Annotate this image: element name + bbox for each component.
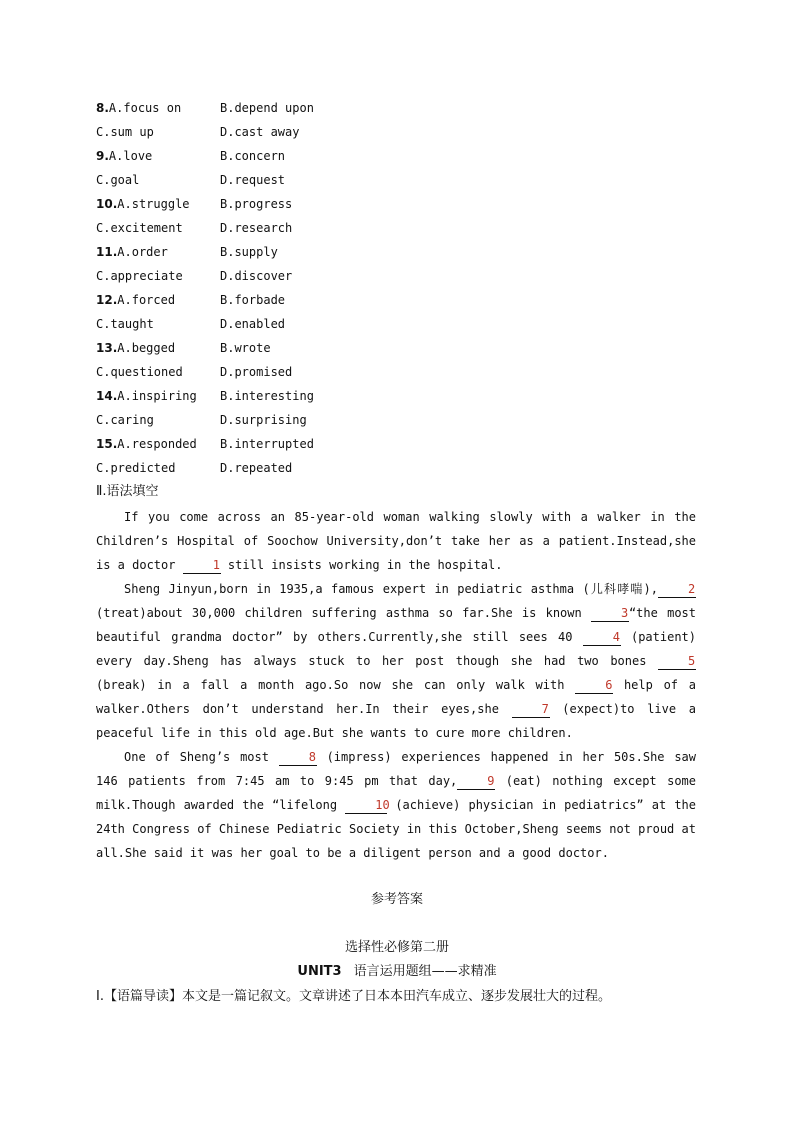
unit-subtitle: 语言运用题组——求精准 bbox=[353, 964, 497, 979]
answers-title: 参考答案 bbox=[370, 892, 423, 907]
answer-line: Ⅰ.【语篇导读】本文是一篇记叙文。文章讲述了日本本田汽车成立、逐步发展壮大的过程。 bbox=[96, 989, 611, 1004]
question-number: 9. bbox=[96, 149, 109, 163]
grammar-passage bbox=[96, 505, 696, 865]
question-number: 10. bbox=[96, 197, 118, 211]
blank-9: 9 bbox=[457, 773, 495, 790]
passage-paragraph: One of Sheng’s most 8 (impress) experiences happened in her 50s.She saw 146 patients from 7:45 am to 9:45 pm that day, 9 (eat) nothing except some milk.Though awarded the “lifelong 10 (achieve) physician in pediatrics” at the 24th Congress of Chinese Pediatric Society in this October,Sheng seems not proud at all.She said it was her goal to be a diligent person and a good doctor. bbox=[96, 750, 697, 860]
option-a: 9.A.love bbox=[96, 149, 153, 163]
option-b: B.supply bbox=[220, 245, 278, 259]
reading-guide-tag: 【语篇导读】 bbox=[103, 989, 182, 1004]
passage-paragraph: Sheng Jinyun,born in 1935,a famous expert in pediatric asthma (儿科哮喘), 2 (treat)about 30,000 children suffering asthma so far.She is known 3“the most beautiful grandma doctor” by others.Currently,she still sees 40 4 (patient) every day.Sheng has always stuck to her post though she had two bones 5 (break) in a fall a month ago.So now she can only walk with 6 help of a walker.Others don’t understand her.In their eyes,she 7 (expect)to live a peaceful life in this old age.But she wants to cure more children. bbox=[96, 582, 697, 740]
book-title: 选择性必修第二册 bbox=[344, 940, 449, 955]
option-d: D.promised bbox=[220, 365, 293, 379]
blank-8: 8 bbox=[279, 749, 317, 766]
option-a: 13.A.begged bbox=[96, 341, 176, 355]
blank-1: 1 bbox=[183, 557, 221, 574]
blank-4: 4 bbox=[583, 629, 621, 646]
question-number: 15. bbox=[96, 437, 118, 451]
option-d: D.cast away bbox=[220, 125, 300, 139]
option-c: C.caring bbox=[96, 413, 154, 427]
option-c: C.predicted bbox=[96, 461, 176, 475]
passage-paragraph: If you come across an 85-year-old woman walking slowly with a walker in the Children’s Hospital of Soochow University,don’t take her as a patient.Instead,she is a doctor 1 still insists working in the hospital. bbox=[96, 510, 696, 572]
unit-label: UNIT3 bbox=[297, 964, 342, 979]
option-b: B.forbade bbox=[220, 293, 286, 307]
option-d: D.research bbox=[220, 221, 293, 235]
option-a: 15.A.responded bbox=[96, 437, 197, 451]
option-d: D.request bbox=[220, 173, 286, 187]
option-a: 12.A.forced bbox=[96, 293, 176, 307]
option-c: C.appreciate bbox=[96, 269, 183, 283]
option-a: 10.A.struggle bbox=[96, 197, 190, 211]
option-b: B.concern bbox=[220, 149, 286, 163]
option-c: C.excitement bbox=[96, 221, 183, 235]
option-c: C.questioned bbox=[96, 365, 183, 379]
blank-7: 7 bbox=[512, 701, 550, 718]
option-a: 8.A.focus on bbox=[96, 101, 182, 115]
option-d: D.repeated bbox=[220, 461, 293, 475]
blank-10: 10 bbox=[345, 797, 387, 814]
option-d: D.discover bbox=[220, 269, 293, 283]
option-c: C.sum up bbox=[96, 125, 154, 139]
option-b: B.wrote bbox=[220, 341, 271, 355]
option-a: 14.A.inspiring bbox=[96, 389, 197, 403]
question-number: 12. bbox=[96, 293, 118, 307]
section-heading: Ⅱ.语法填空 bbox=[96, 484, 159, 499]
option-a: 11.A.order bbox=[96, 245, 168, 259]
option-d: D.enabled bbox=[220, 317, 286, 331]
blank-2: 2 bbox=[658, 581, 696, 598]
option-b: B.progress bbox=[220, 197, 293, 211]
blank-6: 6 bbox=[575, 677, 613, 694]
option-c: C.taught bbox=[96, 317, 154, 331]
option-c: C.goal bbox=[96, 173, 140, 187]
option-b: B.depend upon bbox=[220, 101, 314, 115]
question-number: 8. bbox=[96, 101, 109, 115]
option-b: B.interesting bbox=[220, 389, 314, 403]
unit-title bbox=[0, 962, 794, 982]
question-number: 11. bbox=[96, 245, 118, 259]
question-number: 13. bbox=[96, 341, 118, 355]
option-d: D.surprising bbox=[220, 413, 307, 427]
option-b: B.interrupted bbox=[220, 437, 314, 451]
blank-5: 5 bbox=[658, 653, 696, 670]
blank-3: 3 bbox=[591, 605, 629, 622]
question-number: 14. bbox=[96, 389, 118, 403]
